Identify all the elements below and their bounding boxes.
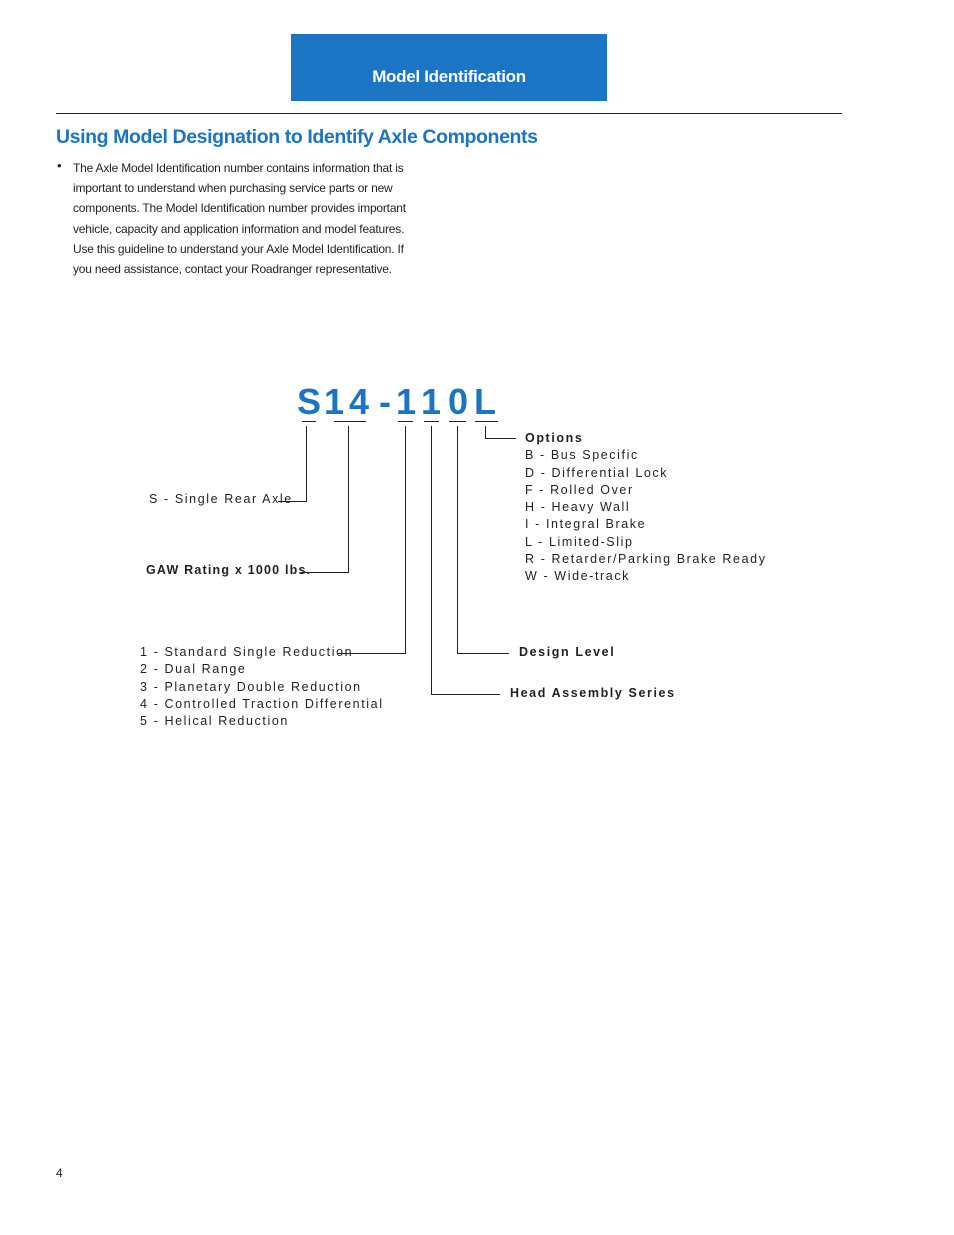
list-item: B - Bus Specific <box>525 448 639 463</box>
list-item: 1 - Standard Single Reduction <box>140 645 354 659</box>
page-number: 4 <box>56 1166 63 1180</box>
reduction-list <box>140 644 384 730</box>
list-item: 2 - Dual Range <box>140 662 247 677</box>
list-item: 3 - Planetary Double Reduction <box>140 679 362 694</box>
page-heading: Using Model Designation to Identify Axle Components <box>56 126 538 148</box>
code-char-1b: 1 <box>395 381 417 422</box>
options-title: Options <box>525 431 584 445</box>
axle-type-label: S - Single Rear Axle <box>149 492 293 506</box>
list-item: 4 - Controlled Traction Differential <box>140 696 384 711</box>
list-item: H - Heavy Wall <box>525 500 631 515</box>
bullet-dot: • <box>57 158 62 173</box>
code-char-s: S <box>296 381 321 422</box>
code-char-1: 1 <box>323 381 345 422</box>
code-char-4: 4 <box>348 381 370 422</box>
code-char-1c: 1 <box>420 381 442 422</box>
options-block <box>525 430 767 586</box>
section-title: Model Identification <box>372 66 526 86</box>
list-item: 5 - Helical Reduction <box>140 714 289 729</box>
code-char-0: 0 <box>447 381 469 422</box>
code-char-l: L <box>474 381 496 422</box>
design-level-label: Design Level <box>519 645 616 659</box>
head-assembly-label: Head Assembly Series <box>510 686 676 700</box>
options-list <box>525 447 767 585</box>
list-item: W - Wide-track <box>525 569 631 584</box>
list-item: D - Differential Lock <box>525 465 669 480</box>
intro-paragraph: The Axle Model Identification number contains information that is important to understand when purchasing service parts or new components. The Model Identification number provides important vehicle, capacity and application information and model features. Use this guideline to understand your Axle Model Identification. If you need assistance, contact your Roadranger representative. <box>73 161 406 277</box>
list-item: I - Integral Brake <box>525 517 647 532</box>
code-char-dash: - <box>379 381 391 422</box>
list-item: F - Rolled Over <box>525 482 634 497</box>
list-item: R - Retarder/Parking Brake Ready <box>525 552 767 567</box>
gaw-rating-label: GAW Rating x 1000 lbs. <box>146 563 312 577</box>
list-item: L - Limited-Slip <box>525 534 634 549</box>
